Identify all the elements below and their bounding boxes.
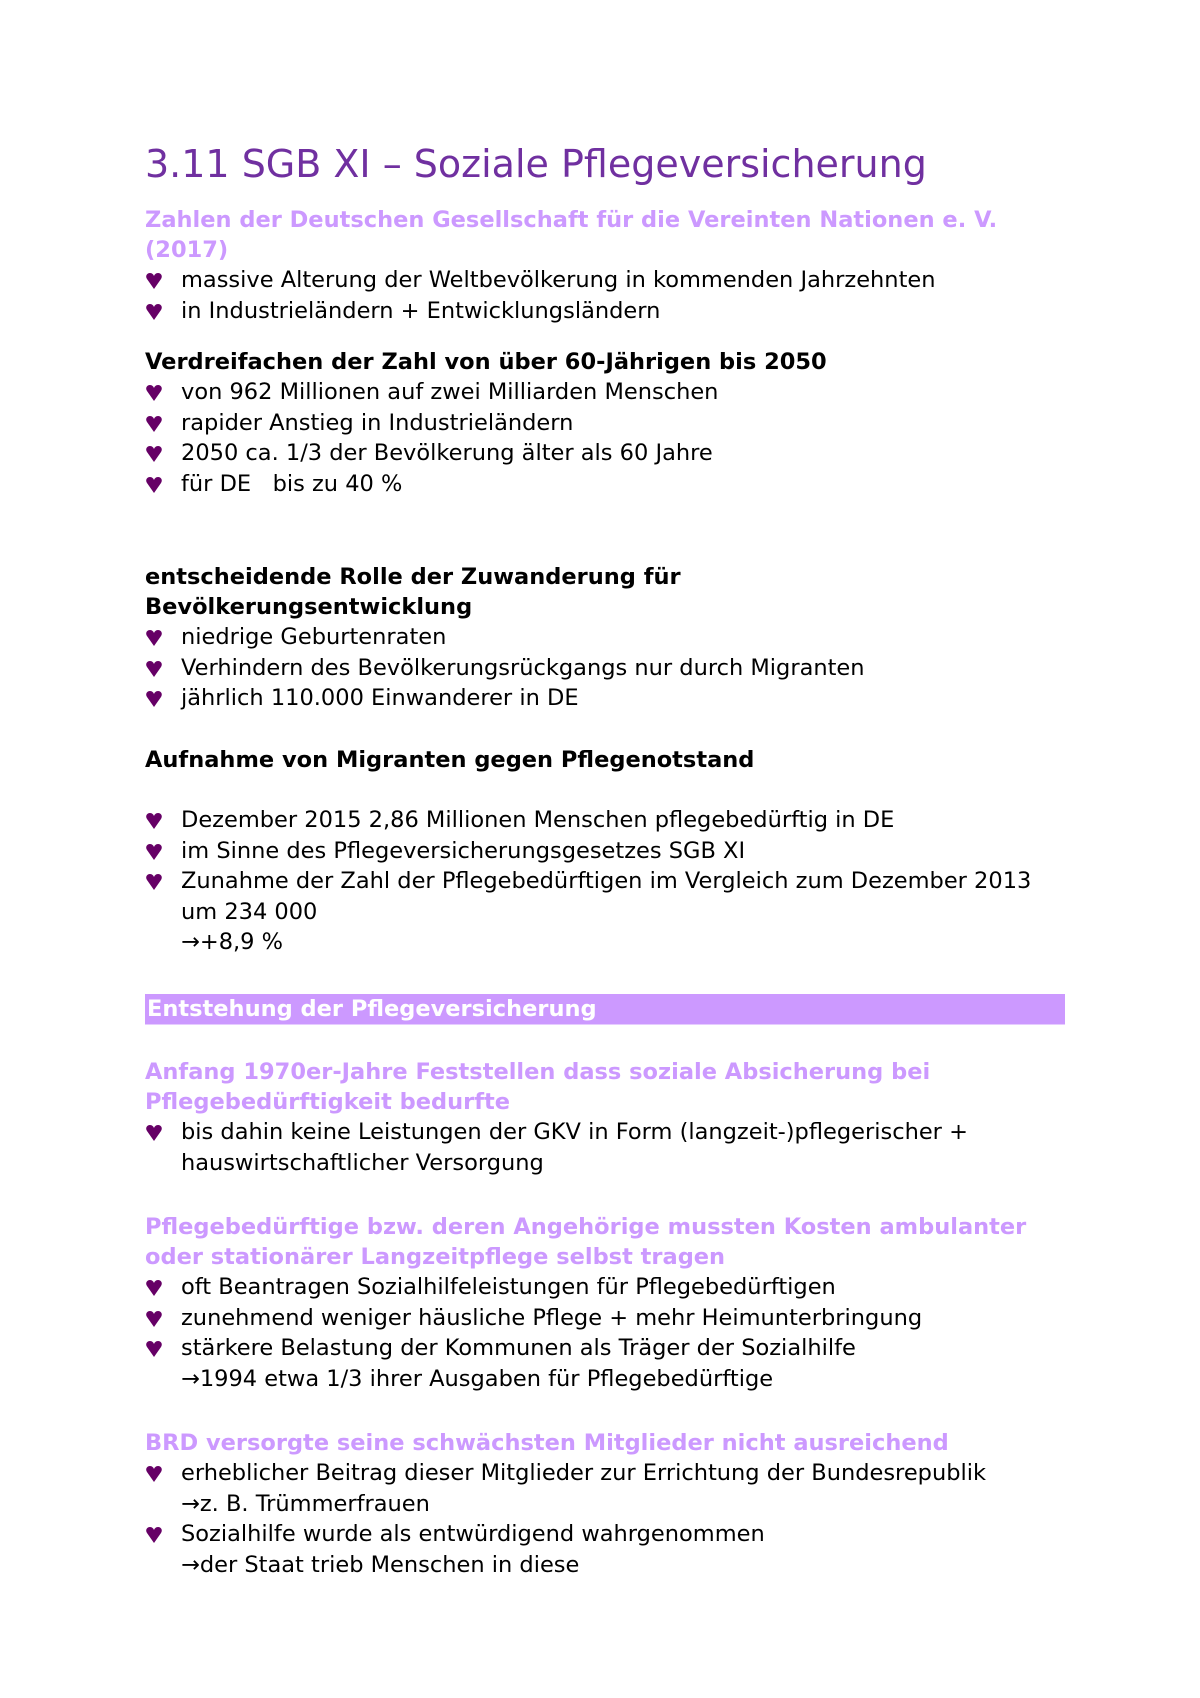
section-bar-title: Entstehung der Pflegeversicherung <box>145 994 1065 1025</box>
section-care-shortage <box>145 745 1065 958</box>
arrow-note: →1994 etwa 1/3 ihrer Ausgaben für Pflegebedürftige <box>181 1365 774 1392</box>
list-item: jährlich 110.000 Einwanderer in DE <box>145 683 1065 714</box>
heart-icon <box>145 476 163 494</box>
section-bar-entstehung <box>145 994 1065 1025</box>
section-costs <box>145 1212 1065 1394</box>
bullet-list <box>145 622 1065 714</box>
list-item: erheblicher Beitrag dieser Mitglieder zur Errichtung der Bundesrepublik →z. B. Trümmerfrauen <box>145 1458 1065 1519</box>
section-1970s <box>145 1057 1065 1178</box>
heart-icon <box>145 843 163 861</box>
section-heading: BRD versorgte seine schwächsten Mitglieder nicht ausreichend <box>145 1430 949 1456</box>
section-heading: Zahlen der Deutschen Gesellschaft für die Vereinten Nationen e. V. (2017) <box>145 207 998 263</box>
heart-icon <box>145 415 163 433</box>
heart-icon <box>145 873 163 891</box>
bullet-list <box>145 805 1065 958</box>
heart-icon <box>145 690 163 708</box>
list-item: niedrige Geburtenraten <box>145 622 1065 653</box>
section-heading: Aufnahme von Migranten gegen Pflegenotstand <box>145 747 755 773</box>
heart-icon <box>145 1526 163 1544</box>
heart-icon <box>145 445 163 463</box>
heart-icon <box>145 1310 163 1328</box>
section-tripling <box>145 347 1065 499</box>
list-item: rapider Anstieg in Industrieländern <box>145 408 1065 439</box>
list-item: bis dahin keine Leistungen der GKV in Form (langzeit-)pflegerischer + hauswirtschaftlicher Versorgung <box>145 1117 1065 1178</box>
heart-icon <box>145 384 163 402</box>
section-heading: entscheidende Rolle der Zuwanderung für Bevölkerungsentwicklung <box>145 564 681 620</box>
section-brd <box>145 1428 1065 1580</box>
heart-icon <box>145 1279 163 1297</box>
list-item: 2050 ca. 1/3 der Bevölkerung älter als 60 Jahre <box>145 438 1065 469</box>
bullet-list <box>145 1117 1065 1178</box>
heart-icon <box>145 629 163 647</box>
section-heading: Anfang 1970er-Jahre Feststellen dass soziale Absicherung bei Pflegebedürftigkeit bedurfte <box>145 1059 931 1115</box>
heart-icon <box>145 1124 163 1142</box>
list-item: Zunahme der Zahl der Pflegebedürftigen im Vergleich zum Dezember 2013 um 234 000 →+8,9 % <box>145 866 1065 958</box>
list-item: massive Alterung der Weltbevölkerung in kommenden Jahrzehnten <box>145 265 1065 296</box>
heart-icon <box>145 812 163 830</box>
heart-icon <box>145 1340 163 1358</box>
heart-icon <box>145 272 163 290</box>
arrow-note: →z. B. Trümmerfrauen <box>181 1490 430 1517</box>
list-item: oft Beantragen Sozialhilfeleistungen für Pflegebedürftigen <box>145 1272 1065 1303</box>
section-immigration <box>145 562 1065 714</box>
arrow-note: →+8,9 % <box>181 929 284 955</box>
page-title: 3.11 SGB XI – Soziale Pflegeversicherung <box>145 142 927 186</box>
list-item: Verhindern des Bevölkerungsrückgangs nur durch Migranten <box>145 653 1065 684</box>
list-item: im Sinne des Pflegeversicherungsgesetzes SGB XI <box>145 836 1065 867</box>
arrow-note: →der Staat trieb Menschen in diese <box>181 1551 580 1578</box>
section-un-figures <box>145 205 1065 326</box>
heart-icon <box>145 660 163 678</box>
heart-icon <box>145 1465 163 1483</box>
list-item: von 962 Millionen auf zwei Milliarden Menschen <box>145 377 1065 408</box>
bullet-list <box>145 1272 1065 1394</box>
list-item: für DE bis zu 40 % <box>145 469 1065 500</box>
list-item: Sozialhilfe wurde als entwürdigend wahrgenommen →der Staat trieb Menschen in diese <box>145 1519 1065 1580</box>
section-heading: Verdreifachen der Zahl von über 60-Jährigen bis 2050 <box>145 349 827 375</box>
list-item: in Industrieländern + Entwicklungsländern <box>145 296 1065 327</box>
section-heading: Pflegebedürftige bzw. deren Angehörige mussten Kosten ambulanter oder stationärer Langzeitpflege selbst tragen <box>145 1214 1027 1270</box>
bullet-list <box>145 377 1065 499</box>
list-item: stärkere Belastung der Kommunen als Träger der Sozialhilfe →1994 etwa 1/3 ihrer Ausgaben für Pflegebedürftige <box>145 1333 1065 1394</box>
heart-icon <box>145 303 163 321</box>
bullet-list <box>145 1458 1065 1580</box>
bullet-list <box>145 265 1065 326</box>
list-item: zunehmend weniger häusliche Pflege + mehr Heimunterbringung <box>145 1303 1065 1334</box>
list-item: Dezember 2015 2,86 Millionen Menschen pflegebedürftig in DE <box>145 805 1065 836</box>
